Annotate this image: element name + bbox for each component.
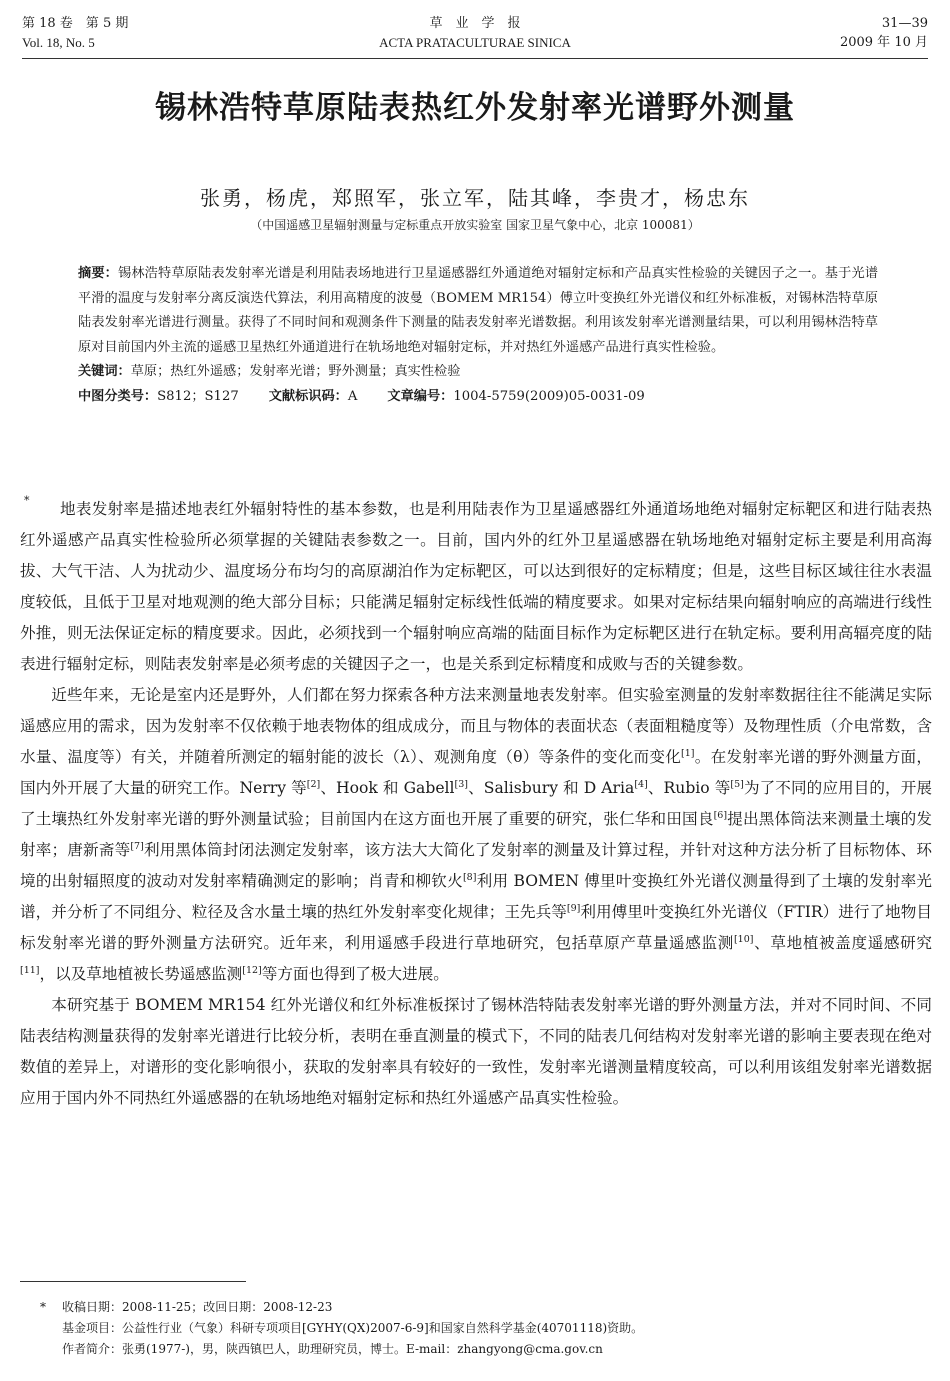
citation: [12] (242, 964, 262, 976)
citation: [1] (681, 747, 695, 759)
clc-label: 中图分类号： (78, 388, 158, 404)
citation: [5] (730, 778, 744, 790)
issue-date: 2009 年 10 月 (839, 35, 928, 50)
running-header (22, 14, 928, 58)
citation: [7] (130, 840, 144, 852)
article-number-label: 文章编号： (387, 388, 454, 404)
body-text (20, 494, 932, 1114)
citation: [3] (454, 778, 468, 790)
classification-line (78, 385, 878, 410)
paragraph-3: 本研究基于 BOMEM MR154 红外光谱仪和红外标准板探讨了锡林浩特陆表发射率光谱的野外测量方法，并对不同时间、不同陆表结构测量获得的发射率光谱进行比较分析，表明在垂直测量的模式下，不同的陆表几何结构对发射率光谱的影响主要表现在绝对数值的差异上，对谱形的变化影响很小，获取的发射率具有较好的一致性，发射率光谱测量精度较高，可以利用该组发射率光谱数据应用于国内外不同热红外遥感器的在轨场地绝对辐射定标和热红外遥感产品真实性检验。 (20, 996, 932, 1107)
keywords-label: 关键词： (78, 364, 131, 380)
citation: [11] (20, 964, 40, 976)
header-right (840, 14, 928, 52)
paragraph-1: 地表发射率是描述地表红外辐射特性的基本参数，也是利用陆表作为卫星遥感器红外通道场地绝对辐射定标靶区和进行陆表热红外遥感产品真实性检验所必须掌握的关键陆表参数之一。目前，国内外的红外卫星遥感器在轨场地绝对辐射定标主要是利用高海拔、大气干洁、人为扰动少、温度场分布均匀的高原湖泊作为定标靶区，可以达到很好的定标精度；但是，这些目标区域往往水表温度较低，且低于卫星对地观测的绝大部分目标；只能满足辐射定标线性低端的精度要求。如果对定标结果向辐射响应的高端进行线性外推，则无法保证定标的精度要求。因此，必须找到一个辐射响应高端的陆面目标作为定标靶区进行在轨定标。要利用高辐亮度的陆表进行辐射定标，则陆表发射率是必须考虑的关键因子之一，也是关系到定标精度和成败与否的关键参数。 (20, 500, 932, 673)
volume-en: Vol. 18, No. 5 (22, 35, 95, 50)
citation: [6] (713, 809, 728, 821)
footnotes (40, 1297, 920, 1360)
header-center (22, 14, 928, 52)
citation: [9] (566, 902, 581, 914)
journal-cn: 草 业 学 报 (429, 16, 521, 31)
clc-value: S812；S127 (157, 388, 239, 404)
footnote-author: 作者简介：张勇(1977-)，男，陕西镇巴人，助理研究员，博士。E-mail：zhangyong@cma.gov.cn (62, 1342, 603, 1356)
keywords-text: 草原；热红外遥感；发射率光谱；野外测量；真实性检验 (130, 364, 461, 380)
author-list: 张勇，杨虎，郑照军，张立军，陆其峰，李贵才，杨忠东 (200, 186, 750, 210)
journal-en: ACTA PRATACULTURAE SINICA (379, 35, 571, 50)
paper-title: 锡林浩特草原陆表热红外发射率光谱野外测量 (155, 90, 795, 126)
page-range: 31—39 (881, 16, 928, 31)
citation: [10] (733, 933, 754, 945)
footnote-marker: * (24, 494, 30, 507)
citation: [2] (306, 778, 321, 790)
footnote-fund: 基金项目：公益性行业（气象）科研专项项目[GYHY(QX)2007-6-9]和国家自然科学基金(40701118)资助。 (62, 1321, 644, 1335)
keywords-line (78, 360, 878, 385)
article-number-value: 1004-5759(2009)05-0031-09 (453, 388, 645, 404)
abstract-text: 锡林浩特草原陆表发射率光谱是利用陆表场地进行卫星遥感器红外通道绝对辐射定标和产品真实性检验的关键因子之一。基于光谱平滑的温度与发射率分离反演迭代算法，利用高精度的波曼（BOMEM MR154）傅立叶变换红外光谱仪和红外标准板，对锡林浩特草原陆表发射率光谱进行测量。获得了不同时间和观测条件下测量的陆表发射率光谱数据。利用该发射率光谱测量结果，可以利用锡林浩特草原对目前国内外主流的遥感卫星热红外通道进行在轨场地绝对辐射定标，并对热红外遥感产品进行真实性检验。 (78, 266, 879, 355)
affiliation: （中国遥感卫星辐射测量与定标重点开放实验室 国家卫星气象中心，北京 100081） (250, 218, 700, 232)
paragraph-2: 近些年来，无论是室内还是野外，人们都在努力探索各种方法来测量地表发射率。但实验室测量的发射率数据往往不能满足实际遥感应用的需求，因为发射率不仅依赖于地表物体的组成成分，而且与物体的表面状态（表面粗糙度等）及物理性质（介电常数，含水量、温度等）有关，并随着所测定的辐射能的波长（λ）、观测角度（θ）等条件的变化而变化[1]。在发射率光谱的野外测量方面，国内外开展了大量的研究工作。Nerry 等[2]、Hook 和 Gabell[3]、Salisbury 和 D Aria[4]、Rubio 等[5]为了不同的应用目的，开展了土壤热红外发射率光谱的野外测量试验；目前国内在这方面也开展了重要的研究，张仁华和田国良[6]提出黑体筒法来测量土壤的发射率；唐新斋等[7]利用黑体筒封闭法测定发射率，该方法大大简化了发射率的测量及计算过程，并针对这种方法分析了目标物体、环境的出射辐照度的波动对发射率精确测定的影响；肖青和柳钦火[8]利用 BOMEN 傅里叶变换红外光谱仪测量得到了土壤的发射率光谱，并分析了不同组分、粒径及含水量土壤的热红外发射率变化规律；王先兵等[9]利用傅里叶变换红外光谱仪（FTIR）进行了地物目标发射率光谱的野外测量方法研究。近年来，利用遥感手段进行草地研究，包括草原产草量遥感监测[10]、草地植被盖度遥感研究[11]，以及草地植被长势遥感监测[12]等方面也得到了极大进展。 (20, 686, 932, 983)
abstract-label: 摘要： (78, 266, 119, 281)
footnote-dates: * 收稿日期：2008-11-25；改回日期：2008-12-23 (40, 1300, 333, 1314)
volume-cn: 第 18 卷 第 5 期 (22, 16, 129, 31)
doc-code-label: 文献标识码： (268, 388, 348, 404)
citation: [8] (462, 871, 477, 883)
abstract-paragraph (78, 262, 878, 360)
doc-code-value: A (347, 388, 358, 404)
abstract-block (78, 262, 878, 410)
citation: [4] (634, 778, 648, 790)
header-rule (22, 58, 928, 59)
footnote-rule (20, 1281, 246, 1282)
